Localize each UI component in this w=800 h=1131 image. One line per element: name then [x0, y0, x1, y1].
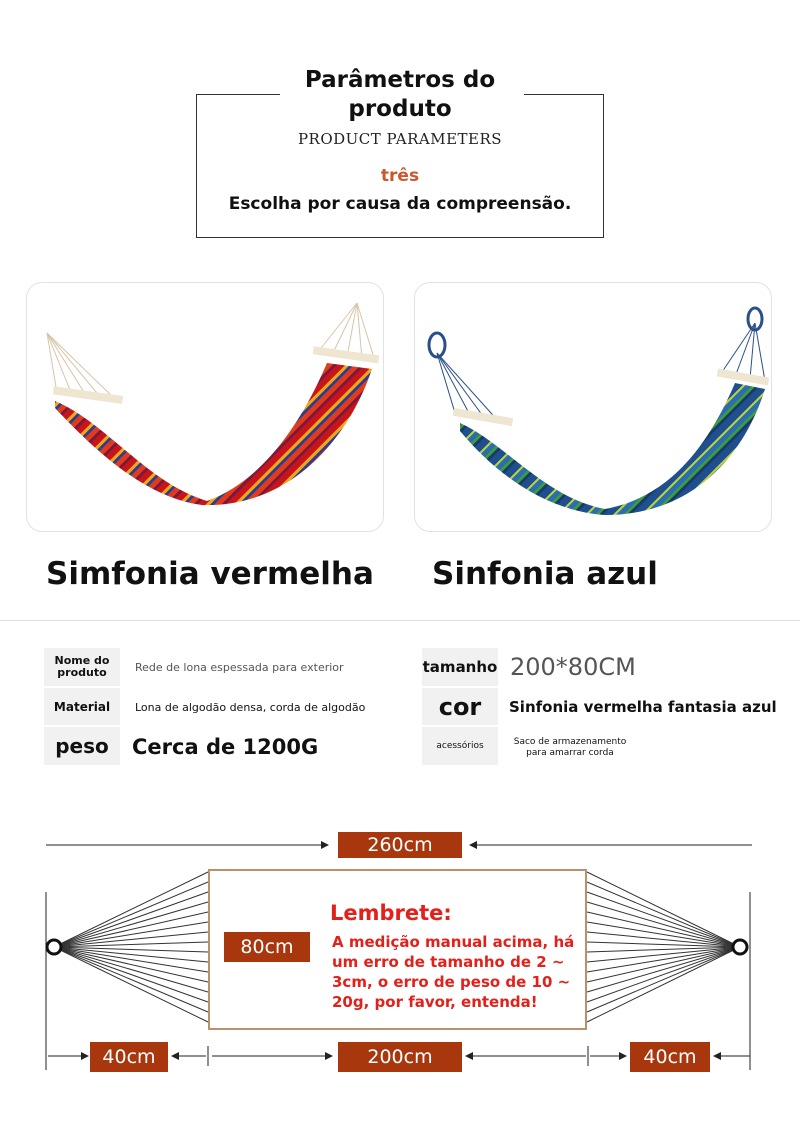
spec-value-name: Rede de lona espessada para exterior [135, 660, 344, 674]
section-divider [0, 620, 800, 621]
spec-label-weight: peso [44, 727, 120, 765]
accessories-line-2: para amarrar corda [526, 748, 614, 758]
page-subtitle: PRODUCT PARAMETERS [297, 130, 503, 148]
left-ropes [54, 872, 208, 1022]
spec-label-size: tamanho [422, 648, 498, 686]
spec-value-accessories [500, 737, 640, 759]
right-ring [733, 940, 747, 954]
dim-width-label: 80cm [224, 932, 310, 962]
spec-label-color: cor [422, 688, 498, 725]
page-title: Parâmetros do produto [304, 67, 496, 122]
right-ropes [587, 872, 740, 1022]
product-name-blue: Sinfonia azul [432, 556, 658, 592]
product-card-blue [414, 282, 772, 532]
accessories-line-1: Saco de armazenamento [513, 737, 627, 747]
blue-hammock-image [415, 283, 771, 531]
product-card-red [26, 282, 384, 532]
spec-value-color: Sinfonia vermelha fantasia azul [509, 698, 777, 716]
accent-label: três [380, 166, 420, 186]
reminder-text: A medição manual acima, há um erro de tamanho de 2 ~ 3cm, o erro de peso de 10 ~ 20g, por favor, entenda! [332, 933, 575, 1011]
dim-total-label: 260cm [338, 832, 462, 858]
dim-right-rope-label: 40cm [630, 1042, 710, 1072]
spec-value-size: 200*80CM [510, 653, 636, 681]
spec-value-material: Lona de algodão densa, corda de algodão [135, 700, 366, 714]
reminder-title: Lembrete: [330, 901, 452, 925]
header-note: Escolha por causa da compreensão. [228, 194, 572, 214]
dim-left-rope-label: 40cm [90, 1042, 168, 1072]
dim-bed-label: 200cm [338, 1042, 462, 1072]
spec-label-accessories: acessórios [422, 727, 498, 765]
left-ring [47, 940, 61, 954]
spec-label-name: Nome do produto [44, 648, 120, 686]
spec-label-material: Material [44, 688, 120, 725]
product-name-red: Simfonia vermelha [46, 556, 374, 592]
red-hammock-image [27, 283, 383, 531]
spec-value-weight: Cerca de 1200G [132, 735, 319, 759]
